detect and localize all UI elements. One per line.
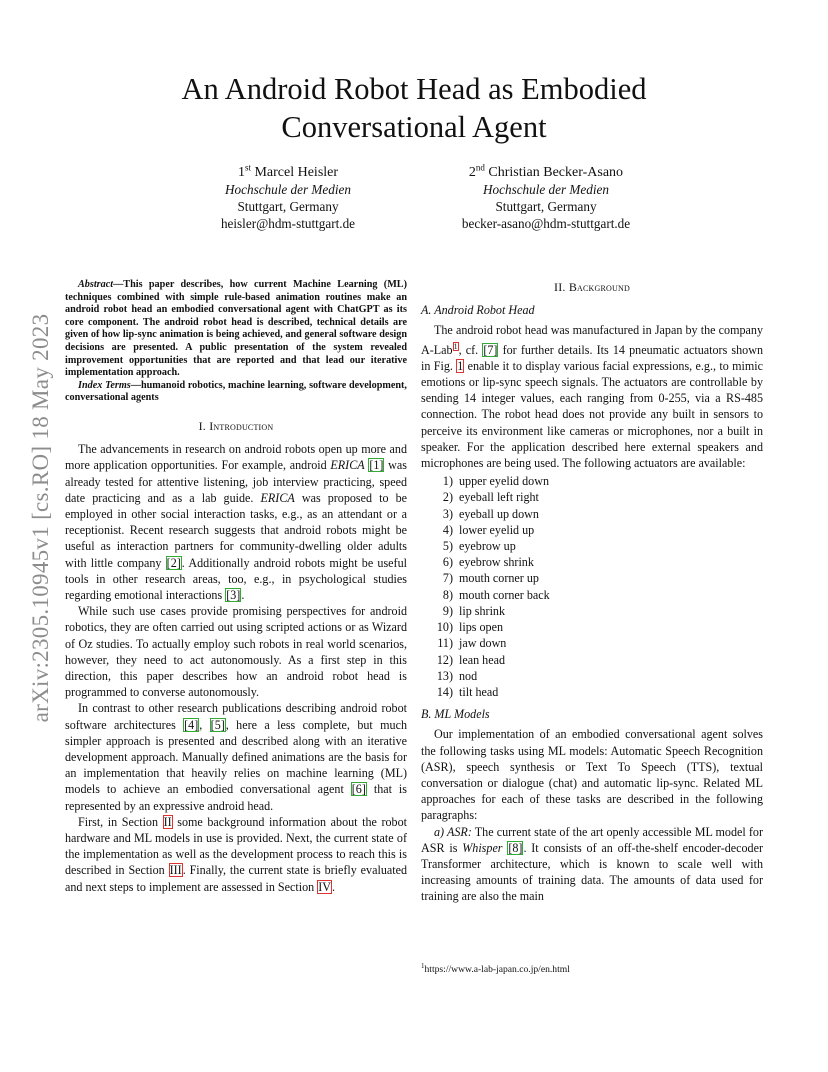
list-number: 1) [442, 474, 453, 489]
text-run: In contrast to other research publications describing android robot software architectures [65, 701, 407, 732]
footnote-mark: 1 [421, 962, 425, 970]
text-run: enable it to display various facial expressions, e.g., to mimic emotions or lip-sync speech signals. The actuators are controllable by sending 14 integer values, each ranging from 0-255, via a RS-485 connection. The robot head does not provide any built in sensors to perceive its environment like cameras or microphones, nor a built in speaker. For the application described here external speakers and microphones are being used. The following actuators are available: [421, 358, 763, 471]
author-rank: 2 [468, 165, 476, 180]
text-run: some background information about the robot hardware and ML models in use is provided. Next, the current state of the implementation as well as the development process to reach this is described in Section [65, 814, 407, 878]
arxiv-stamp [16, 275, 66, 760]
actuator-list-item [421, 570, 763, 586]
actuator-list-item [421, 473, 763, 489]
citation-link[interactable]: [7] [483, 342, 498, 357]
text-run: . It consists of an off-the-shelf encoder-decoder Transformer architecture, which is known to scale well with increasing amounts of training data. The amounts of data used for training are also the main [421, 840, 764, 904]
author-email[interactable]: becker-asano@hdm-stuttgart.de [461, 216, 631, 231]
author-rank: 1 [237, 165, 245, 180]
text-run: . Finally, the current state is briefly evaluated and next steps to implement are assessed in Section [65, 863, 408, 894]
text-run: First, in Section [78, 814, 163, 829]
section-heading-introduction: I. Introduction [198, 418, 274, 433]
author-affiliation: Hochschule der Medien [225, 182, 351, 197]
actuator-list-item [421, 603, 763, 619]
actuator-name: mouth corner up [459, 571, 539, 586]
text-run: was already tested for attentive listening, job interview practicing, speed date practicing and as a lab guide. [65, 458, 407, 505]
list-number: 11) [437, 636, 453, 651]
actuator-list-item [421, 489, 763, 505]
text-run: that is represented by an expressive android head. [65, 782, 408, 813]
section-link[interactable]: II [163, 814, 172, 829]
footnote [421, 962, 763, 975]
text-run: The current state of the art openly accessible ML model for ASR is [421, 824, 763, 855]
list-number: 4) [442, 522, 453, 537]
text-run: The android robot head was manufactured in Japan by the company A-Lab [421, 323, 763, 357]
list-number: 13) [436, 668, 453, 683]
figure-link[interactable]: 1 [457, 358, 464, 373]
section-heading-background: II. Background [554, 280, 630, 294]
actuator-list-item [421, 538, 763, 554]
intro-paragraph-2: While such use cases provide promising perspectives for android robotics, they are often carried out using scripted actions or as Wizard of Oz studies. To actually employ such robots in real world scenarios, however, they need to act autonomously. As a first step in this direction, this paper describes how an android robot head is programmed to converse autonomously. [65, 604, 407, 700]
footnote-link[interactable]: 1 [453, 341, 458, 351]
actuator-list-item [421, 522, 763, 538]
citation-link[interactable]: [6] [351, 782, 366, 797]
arxiv-stamp-text[interactable]: arXiv:2305.10945v1 [cs.RO] 18 May 2023 [28, 313, 53, 722]
text-run: was proposed to be employed in other social interaction tasks, e.g., as an attendant or a receptionist. Recent research suggests that android robots might be useful as interaction partners for community-dwelling older adults with little company [65, 490, 407, 570]
actuator-name: eyeball up down [459, 506, 539, 521]
actuator-list-item [421, 587, 763, 603]
actuator-list-item [421, 619, 763, 635]
citation-link[interactable]: [2] [166, 555, 181, 570]
list-number: 7) [442, 571, 453, 586]
section-link[interactable]: III [169, 863, 182, 878]
right-column [421, 279, 763, 905]
list-number: 6) [442, 555, 453, 570]
list-number: 5) [442, 539, 453, 554]
citation-link[interactable]: [8] [508, 840, 523, 855]
title-line-2: Conversational Agent [281, 110, 547, 144]
author-rank-sup: st [244, 162, 251, 173]
section-link[interactable]: IV [318, 879, 331, 894]
background-paragraph-1 [421, 322, 763, 471]
list-number: 3) [442, 506, 453, 521]
subsection-heading-ml-models: B. ML Models [421, 707, 490, 722]
text-run: . [241, 587, 245, 602]
actuator-name: lean head [459, 652, 505, 667]
subsection-heading-android-robot-head: A. Android Robot Head [421, 303, 535, 318]
actuator-name: eyebrow shrink [459, 555, 534, 570]
citation-link[interactable]: [5] [210, 717, 225, 732]
asr-label: a) ASR: [434, 824, 472, 839]
actuator-list-item [421, 635, 763, 651]
list-number: 8) [442, 587, 453, 602]
actuator-name: lips open [459, 620, 504, 635]
actuator-list-item [421, 506, 763, 522]
text-run: The advancements in research on android robots open up more and more application opportunities. For example, android [65, 442, 407, 473]
citation-link[interactable]: [1] [369, 458, 384, 473]
actuator-name: jaw down [459, 636, 507, 651]
text-run: Whisper [462, 840, 503, 855]
actuator-name: upper eyelid down [459, 474, 550, 489]
intro-paragraph-4 [65, 814, 407, 895]
text-run: ERICA [260, 490, 295, 505]
abstract-label: Abstract [78, 279, 114, 290]
title-line-1: An Android Robot Head as Embodied [181, 72, 647, 106]
actuator-name: tilt head [459, 684, 499, 699]
author-name: Marcel Heisler [254, 165, 339, 180]
text-run: . [332, 879, 336, 894]
actuator-name: nod [459, 668, 478, 683]
index-terms: Index Terms—humanoid robotics, machine learning, software development, conversational agents [65, 379, 407, 404]
paper-title [100, 70, 728, 146]
actuator-name: lip shrink [459, 603, 506, 618]
author-email[interactable]: heisler@hdm-stuttgart.de [220, 216, 356, 231]
actuator-list-item [421, 668, 763, 684]
list-number: 9) [442, 603, 453, 618]
text-run: for further details. Its 14 pneumatic actuators shown in Fig. [421, 342, 763, 373]
abstract-text: This paper describes, how current Machine Learning (ML) techniques combined with simple rule-based animation routines make an android robot head an embodied conversational agent with ChatGPT as its core component. The android robot head is described, technical details are given of how lip-sync animation is being achieved, and general software design decisions are presented. A public presentation of the system revealed improvement opportunities that are reported and that lead our iterative implementation approach. [65, 279, 407, 379]
index-terms-label: Index Terms [78, 379, 131, 391]
index-terms-text: humanoid robotics, machine learning, software development, conversational agents [65, 379, 407, 404]
author-location: Stuttgart, Germany [237, 199, 339, 214]
text-run: ERICA [330, 458, 365, 473]
text-run: , here a less complete, but much simpler approach is presented and described along with an iterative development approach. Manually defined animations are the basis for an implementation that heavily relies on machine learning (ML) models to achieve an embodied conversational agent [65, 717, 408, 797]
citation-link[interactable]: [4] [184, 717, 199, 732]
list-number: 12) [436, 652, 453, 667]
actuator-list-item [421, 554, 763, 570]
author-name: Christian Becker-Asano [488, 165, 624, 180]
list-number: 2) [442, 490, 453, 505]
author-affiliation: Hochschule der Medien [483, 182, 609, 197]
actuator-list [421, 473, 763, 700]
actuator-list-item [421, 652, 763, 668]
citation-link[interactable]: [3] [226, 587, 241, 602]
left-column [65, 279, 407, 895]
intro-paragraph-3 [65, 700, 407, 813]
asr-paragraph [421, 824, 763, 905]
text-run: , cf. [458, 342, 483, 357]
footnote-url[interactable]: https://www.a-lab-japan.co.jp/en.html [424, 964, 570, 976]
actuator-list-item [421, 684, 763, 700]
ml-models-paragraph: Our implementation of an embodied conversational agent solves the following tasks using ML models: Automatic Speech Recognition (ASR), speech synthesis or Text To Speech (TTS), textual conversation or dialogue (chat) and automatic lip-sync. Related ML approaches for each of these tasks are described in the following paragraphs: [421, 727, 763, 823]
author-rank-sup: nd [475, 162, 485, 173]
text-run: , [199, 717, 210, 732]
actuator-name: mouth corner back [459, 587, 550, 602]
intro-paragraph-1 [65, 441, 407, 603]
text-run: . Additionally android robots might be useful tools in other research areas, too, e.g., in psychological studies regarding emotional interactions [65, 555, 407, 602]
author-block-1 [150, 164, 426, 232]
actuator-name: eyeball left right [459, 490, 539, 505]
actuator-name: eyebrow up [459, 539, 516, 554]
list-number: 14) [436, 684, 453, 699]
list-number: 10) [436, 620, 453, 635]
author-location: Stuttgart, Germany [495, 199, 597, 214]
abstract: Abstract—This paper describes, how current Machine Learning (ML) techniques combined with simple rule-based animation routines make an android robot head an embodied conversational agent with ChatGPT as its core component. The android robot head is described, technical details are given of how lip-sync animation is being achieved, and general software design decisions are presented. A public presentation of the system revealed improvement opportunities that are reported and that lead our iterative implementation approach. [65, 279, 407, 379]
author-block-2 [408, 164, 684, 232]
actuator-name: lower eyelid up [459, 522, 535, 537]
